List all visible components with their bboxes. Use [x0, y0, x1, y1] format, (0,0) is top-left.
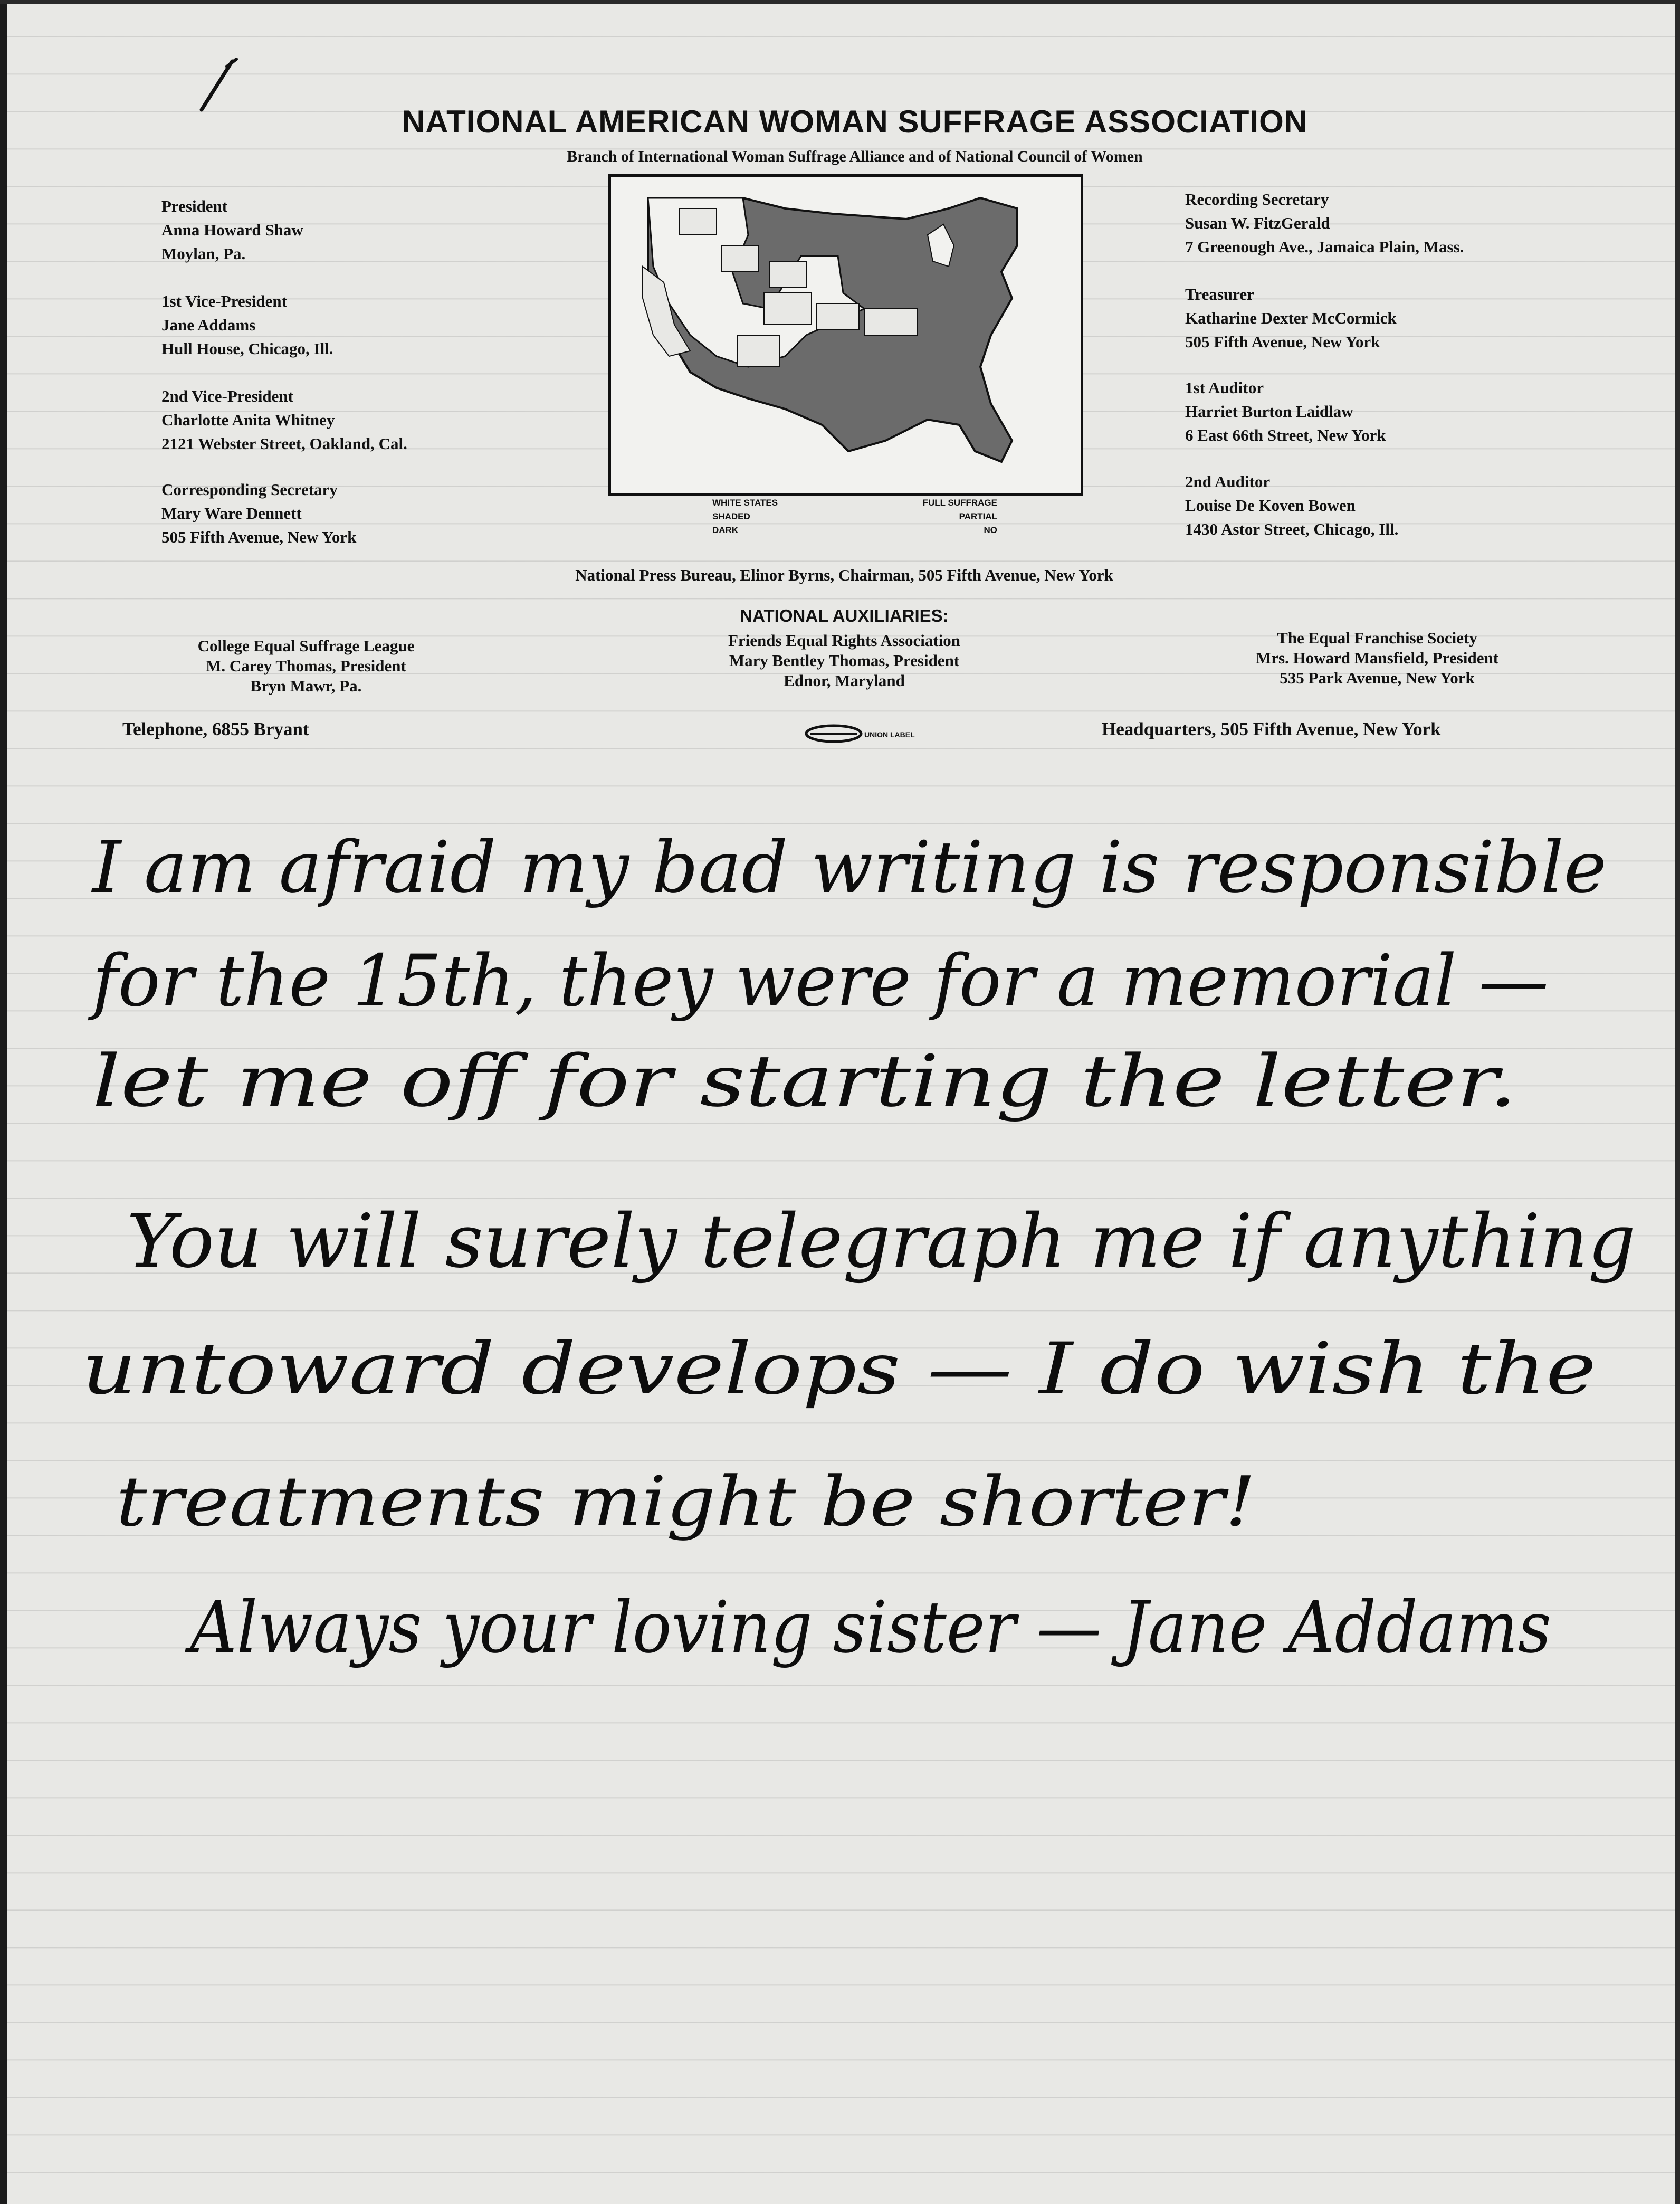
auxiliary-line: Ednor, Maryland — [784, 671, 905, 690]
officer-role: President — [161, 197, 228, 215]
officer-address: 7 Greenough Ave., Jamaica Plain, Mass. — [1185, 238, 1464, 256]
officer-name: Louise De Koven Bowen — [1185, 496, 1356, 515]
handwritten-line: for the 15th, they were for a memorial — — [88, 939, 1549, 1022]
auxiliary-line: The Equal Franchise Society — [1277, 629, 1477, 647]
officer-name: Anna Howard Shaw — [161, 221, 303, 239]
officer-address: Moylan, Pa. — [161, 244, 246, 263]
auxiliary-line: Mrs. Howard Mansfield, President — [1255, 649, 1499, 667]
officer-name: Susan W. FitzGerald — [1185, 214, 1330, 232]
handwritten-line: I am afraid my bad writing is responsible — [90, 826, 1607, 909]
legend-value: NO — [984, 525, 997, 535]
legend-value: PARTIAL — [959, 511, 997, 521]
auxiliary-line: Mary Bentley Thomas, President — [729, 651, 960, 670]
legend-value: FULL SUFFRAGE — [922, 498, 997, 508]
handwritten-line: let me off for starting the letter. — [92, 1040, 1517, 1123]
handwritten-line: treatments might be shorter! — [116, 1461, 1256, 1542]
officer-name: Katharine Dexter McCormick — [1185, 309, 1397, 327]
officer-address: 505 Fifth Avenue, New York — [161, 528, 357, 546]
officer-address: 505 Fifth Avenue, New York — [1185, 332, 1380, 351]
officer-name: Jane Addams — [161, 316, 256, 334]
auxiliaries-title: NATIONAL AUXILIARIES: — [740, 606, 949, 625]
letterhead-title: NATIONAL AMERICAN WOMAN SUFFRAGE ASSOCIATION — [402, 104, 1308, 139]
auxiliary-line: College Equal Suffrage League — [197, 636, 415, 655]
officer-role: 1st Auditor — [1185, 378, 1264, 397]
officer-name: Charlotte Anita Whitney — [161, 411, 335, 429]
officer-role: Corresponding Secretary — [161, 480, 338, 499]
legend-label: SHADED — [712, 511, 750, 521]
auxiliary-line: Friends Equal Rights Association — [728, 631, 961, 650]
officer-role: Recording Secretary — [1185, 190, 1329, 208]
officer-address: 1430 Astor Street, Chicago, Ill. — [1185, 520, 1399, 538]
handwritten-line: You will surely telegraph me if anything — [127, 1199, 1636, 1285]
auxiliary-line: M. Carey Thomas, President — [206, 657, 406, 675]
handwritten-line: untoward develops — I do wish the — [82, 1327, 1596, 1410]
letterhead-subtitle: Branch of International Woman Suffrage Alliance and of National Council of Women — [567, 148, 1143, 165]
officer-role: 1st Vice-President — [161, 292, 287, 310]
headquarters-line: Headquarters, 505 Fifth Avenue, New York — [1102, 719, 1441, 739]
officer-name: Harriet Burton Laidlaw — [1185, 402, 1353, 421]
telephone-line: Telephone, 6855 Bryant — [122, 719, 309, 739]
signature-line: Always your loving sister — Jane Addams — [184, 1586, 1552, 1669]
officer-name: Mary Ware Dennett — [161, 504, 302, 522]
auxiliary-line: 535 Park Avenue, New York — [1280, 669, 1475, 687]
officer-role: Treasurer — [1185, 285, 1254, 303]
press-bureau-line: National Press Bureau, Elinor Byrns, Chairman, 505 Fifth Avenue, New York — [575, 566, 1113, 584]
auxiliary-line: Bryn Mawr, Pa. — [250, 677, 362, 695]
officer-role: 2nd Auditor — [1185, 472, 1271, 491]
officer-address: 2121 Webster Street, Oakland, Cal. — [161, 434, 407, 453]
union-label-text: UNION LABEL — [864, 730, 915, 739]
officer-address: Hull House, Chicago, Ill. — [161, 339, 333, 358]
legend-label: DARK — [712, 525, 739, 535]
officer-role: 2nd Vice-President — [161, 387, 293, 405]
legend-label: WHITE STATES — [712, 498, 778, 508]
officer-address: 6 East 66th Street, New York — [1185, 426, 1386, 444]
